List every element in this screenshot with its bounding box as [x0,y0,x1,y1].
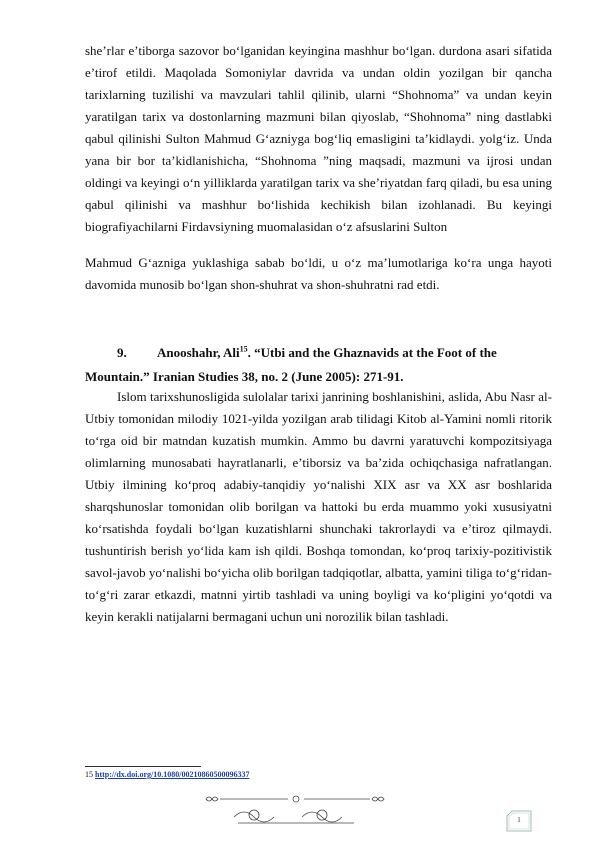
decorative-ornament-icon [198,793,394,827]
bibliography-heading [85,341,552,389]
footnote-reference[interactable]: 15 [239,344,248,354]
footnote-link[interactable]: http://dx.doi.org/10.1080/00210860500096337 [95,770,250,779]
footnote [85,770,249,780]
page-number: 1 [517,816,521,824]
heading-title: . “Utbi and the Ghaznavids at the Foot of the Mountain.” Iranian Studies 38, no. 2 (June 2005): 271-91. [85,345,497,384]
heading-author: Anooshahr, Ali [157,345,240,360]
page-number-badge [506,810,532,832]
body-paragraph-3: Islom tarixshunosligida sulolalar tarixi janrining boshlanishini, aslida, Abu Nasr al-Utbiy tomonidan milodiy 1021-yilda yozilgan arab tilidagi Kitob al-Yamini nomli ritorik to‘rga oid bir matndan kuzatish mumkin. Ammo bu davrni yaratuvchi kompozitsiyaga olimlarning munosabati hayratlanarli, e’tiborsiz va ba’zida ochiqchasiga nafratlangan. Utbiy ilmining ko‘proq adabiy-tanqidiy yo‘nalishi XIX asr va XX asr boshlarida sharqshunoslar tomonidan olib borilgan va hattoki bu erda muammo yoki xususiyatni ko‘rsatishda foydali bo‘lgan kuzatishlarni shunchaki takrorlaydi va e’tiroz qilmaydi. tushuntirish berish yo‘lida kam ish qildi. Boshqa tomondan, ko‘proq tarixiy-pozitivistik savol-javob yo‘nalishi bo‘yicha olib borilgan tadqiqotlar, albatta, yamini tiliga to‘g‘ridan-to‘g‘ri zarar etkazdi, matnni yirtib tashladi va uning boyligi va ko‘pligini yo‘qotdi va keyin kerakli natijalarni bermagani uchun uni norozilik bilan tashladi. [85,389,552,624]
footnote-number: 15 [85,770,93,779]
footnote-divider [85,766,201,767]
body-paragraph-1: she’rlar e’tiborga sazovor bo‘lganidan keyingina mashhur bo‘lgan. durdona asari sifatida e’tirof etildi. Maqolada Somoniylar davrida va undan oldin yozilgan bir qancha tarixlarning tuzilishi va mavzulari tahlil qilinib, ularni “Shohnoma” va undan keyin yaratilgan tarix va dostonlarning mazmuni bilan qiyoslab, “Shohnoma” ning dastlabki qabul qilinishi Sulton Mahmud G‘azniyga bog‘liq emasligini ta’kidlaydi. yolg‘iz. Unda yana bir bor ta’kidlanishicha, “Shohnoma ”ning maqsadi, mazmuni va ijrosi undan oldingi va keyingi o‘n yilliklarda yaratilgan tarix va she’riyatdan farq qiladi, bu esa uning qabul qilinishi va mashhur bo‘lishida kechikish bilan izohlanadi. Bu keyingi biografiyachilarni Firdavsiyning muomalasidan o‘z afsuslarini Sulton [85,43,552,234]
heading-number: 9. [117,345,127,360]
body-paragraph-2: Mahmud G‘azniga yuklashiga sabab bo‘ldi, u o‘z ma’lumotlariga ko‘ra unga hayoti davomida munosib bo‘lgan shon-shuhrat va shon-shuhratni rad etdi. [85,255,552,292]
